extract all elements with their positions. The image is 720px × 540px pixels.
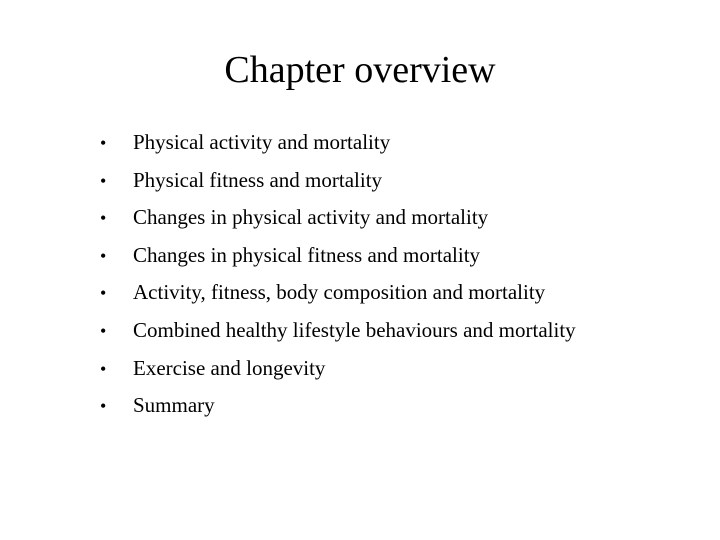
bullet-icon: • (100, 358, 107, 379)
list-item (100, 237, 576, 275)
bullet-icon: • (100, 283, 107, 304)
list-item-label: Physical activity and mortality (133, 130, 391, 154)
list-item-label: Changes in physical activity and mortality (133, 205, 489, 230)
list-item-label: Activity, fitness, body composition and mortality (133, 280, 546, 305)
bullet-icon: • (100, 170, 107, 191)
list-item-label: Physical fitness and mortality (133, 167, 383, 192)
slide-title: Chapter overview (224, 49, 496, 91)
bullet-icon: • (100, 245, 107, 266)
list-item (100, 387, 576, 425)
bullet-icon: • (100, 396, 107, 417)
list-item (100, 274, 576, 312)
list-item (100, 199, 576, 237)
bullet-icon: • (100, 208, 107, 229)
bullet-list (100, 124, 576, 425)
list-item (100, 350, 576, 388)
bullet-icon: • (100, 133, 107, 153)
list-item-label: Exercise and longevity (133, 355, 326, 380)
list-item-label: Combined healthy lifestyle behaviours and mortality (133, 317, 576, 342)
list-item (100, 312, 576, 350)
list-item-label: Changes in physical fitness and mortality (133, 242, 481, 267)
list-item-label: Summary (133, 393, 215, 418)
list-item (100, 124, 576, 162)
bullet-icon: • (100, 320, 107, 341)
list-item (100, 162, 576, 200)
